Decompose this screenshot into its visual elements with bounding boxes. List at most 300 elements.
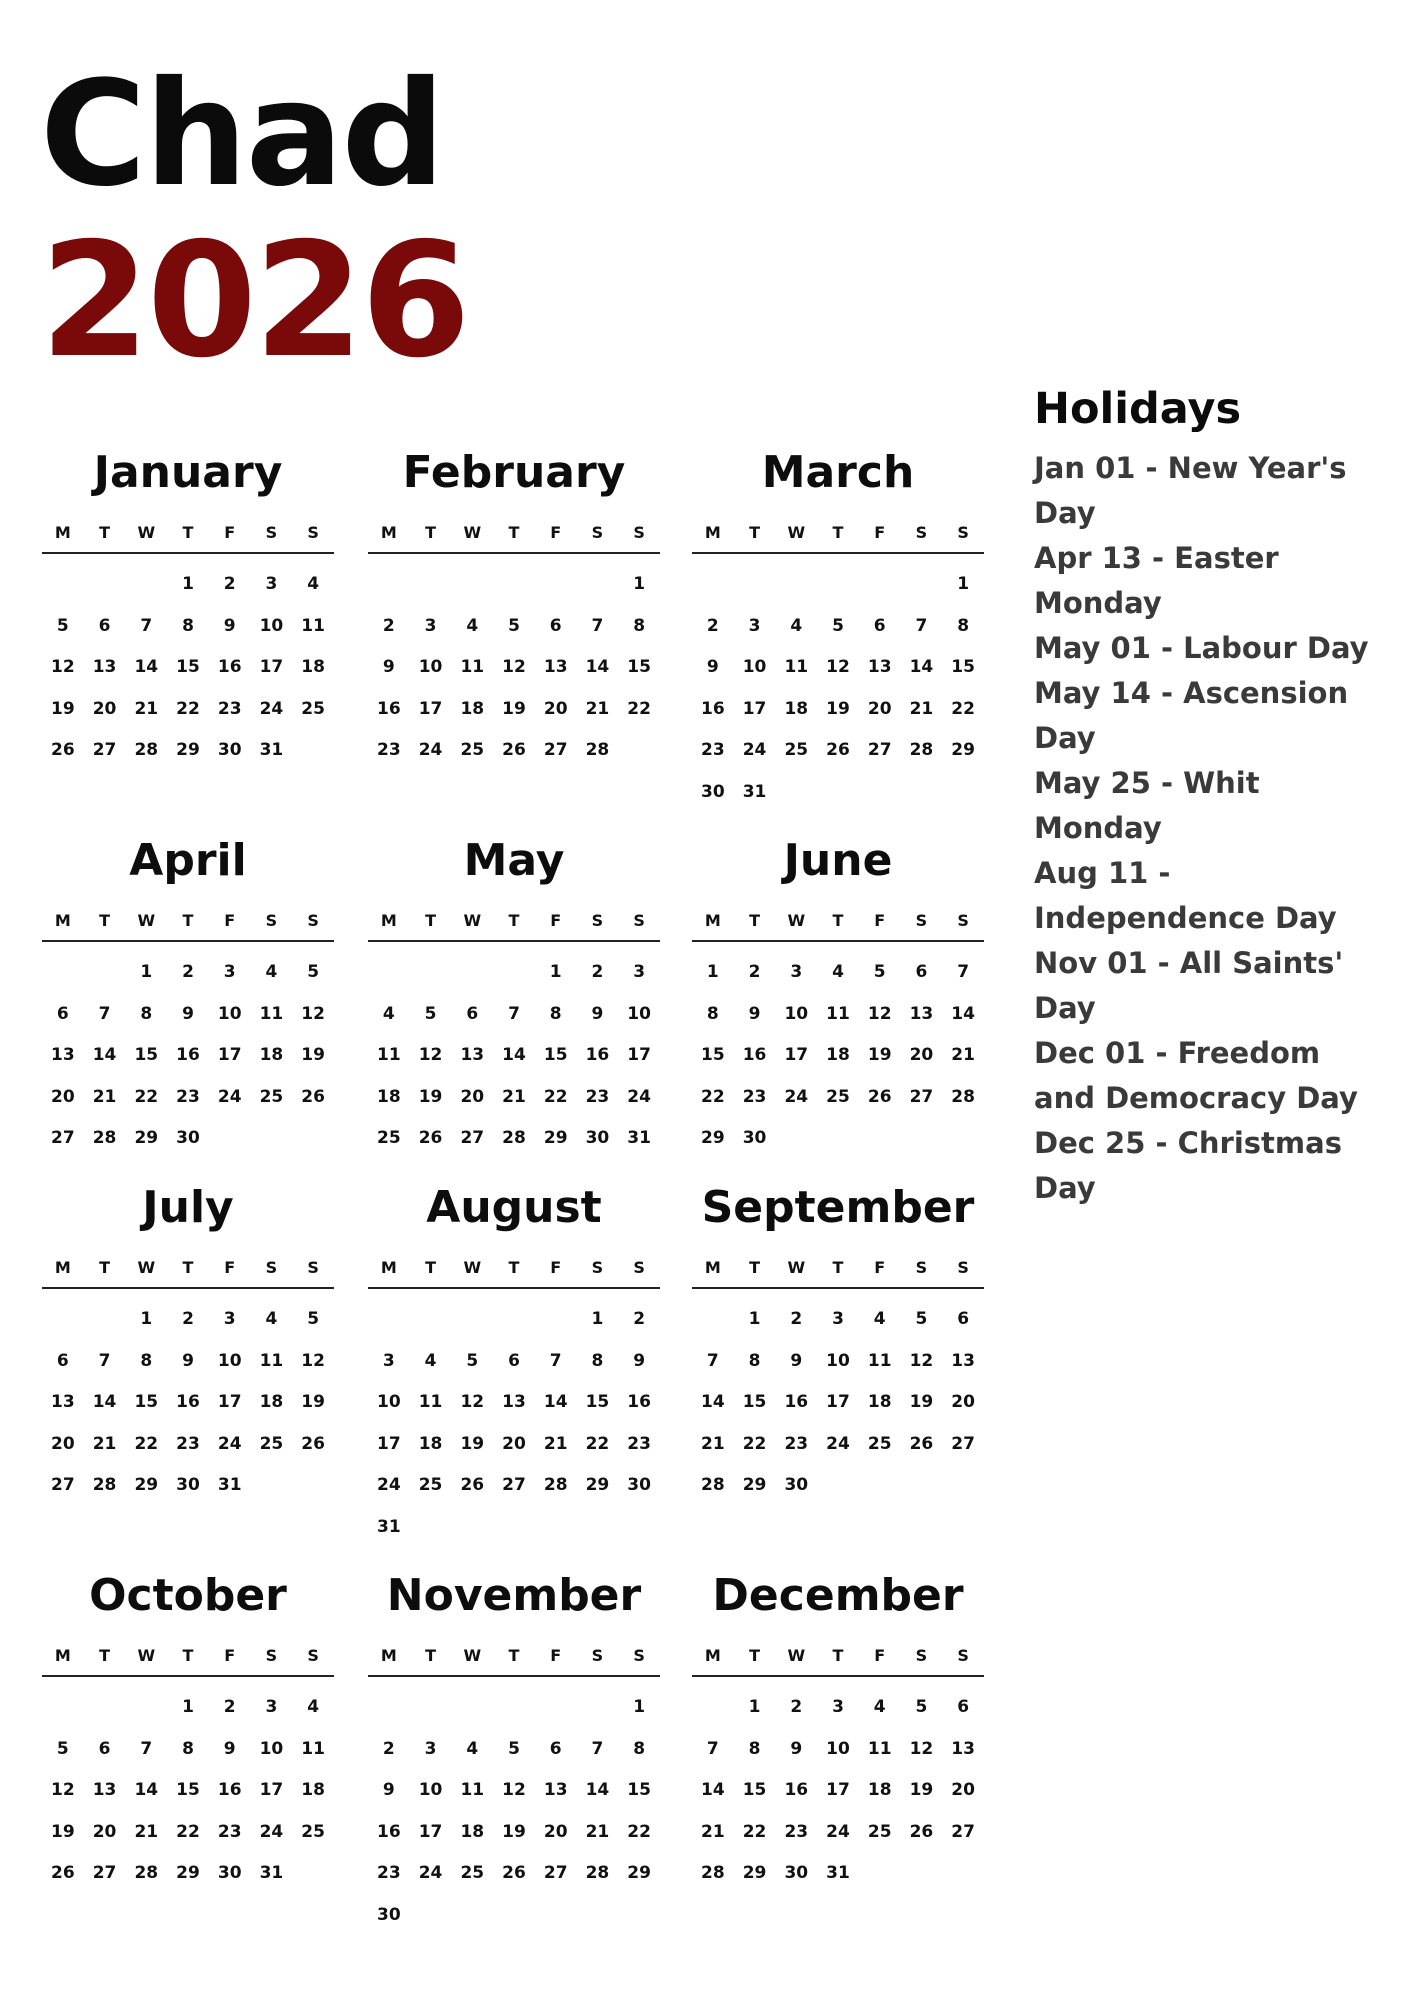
day-grid [42, 1299, 334, 1507]
day-cell: 26 [502, 1863, 526, 1883]
day-cell: 11 [784, 657, 809, 677]
empty-day-cell [42, 1687, 84, 1729]
day-cell: 4 [307, 574, 320, 594]
day-cell: 8 [633, 1738, 646, 1759]
day-cell: 17 [418, 698, 443, 719]
day-cell: 4 [873, 1309, 886, 1329]
day-cell: 20 [51, 1433, 75, 1454]
month-january [42, 448, 334, 772]
day-cell: 1 [549, 962, 562, 982]
empty-day-cell [410, 952, 452, 994]
empty-day-cell [451, 564, 493, 606]
day-cell: 25 [259, 1086, 284, 1107]
weekday-label: W [787, 523, 806, 542]
empty-day-cell [410, 564, 452, 606]
day-cell: 9 [748, 1003, 761, 1024]
weekday-label: W [463, 911, 482, 930]
weekday-header [42, 1645, 334, 1677]
day-grid [368, 952, 660, 1160]
day-cell: 3 [748, 615, 761, 636]
day-cell: 21 [92, 1433, 117, 1454]
month-name: September [701, 1182, 975, 1233]
day-cell: 15 [701, 1045, 725, 1065]
day-cell: 13 [951, 1350, 975, 1371]
weekday-label: W [463, 1646, 482, 1665]
month-name: February [402, 447, 626, 498]
day-cell: 8 [140, 1003, 153, 1024]
day-cell: 6 [873, 615, 886, 636]
country-title: Chad [40, 50, 444, 219]
day-cell: 11 [460, 1780, 485, 1800]
day-cell: 6 [56, 1003, 69, 1024]
day-cell: 2 [223, 1697, 236, 1717]
weekday-label: F [550, 911, 562, 930]
day-cell: 14 [92, 1392, 117, 1412]
holiday-item: Aug 11 - Independence Day [1034, 856, 1337, 935]
weekday-label: M [54, 523, 71, 542]
day-cell: 8 [748, 1738, 761, 1759]
day-cell: 25 [826, 1086, 850, 1107]
day-cell: 31 [259, 740, 284, 760]
empty-day-cell [410, 1687, 452, 1729]
day-cell: 6 [98, 1738, 111, 1759]
day-cell: 30 [701, 781, 725, 802]
empty-day-cell [493, 952, 535, 994]
weekday-label: S [957, 1646, 969, 1665]
weekday-label: T [508, 1258, 520, 1277]
day-cell: 7 [140, 615, 153, 636]
weekday-label: S [265, 911, 278, 930]
weekday-label: T [832, 911, 844, 930]
weekday-label: M [704, 1258, 721, 1277]
holiday-item: Jan 01 - New Year's Day [1034, 451, 1347, 530]
day-cell: 24 [418, 740, 443, 760]
empty-day-cell [84, 1299, 126, 1341]
weekday-label: M [380, 523, 397, 542]
day-cell: 6 [957, 1309, 970, 1329]
day-cell: 2 [223, 574, 236, 594]
day-cell: 27 [92, 1863, 117, 1883]
day-cell: 30 [217, 1863, 242, 1883]
day-cell: 17 [259, 1780, 284, 1800]
empty-day-cell [42, 564, 84, 606]
weekday-label: S [915, 1646, 928, 1665]
day-cell: 19 [502, 1821, 526, 1842]
weekday-label: S [633, 523, 645, 542]
month-name: December [712, 1570, 964, 1621]
day-cell: 15 [134, 1045, 159, 1065]
day-cell: 5 [915, 1309, 928, 1329]
empty-day-cell [125, 564, 167, 606]
day-cell: 23 [784, 1821, 809, 1842]
weekday-label: F [874, 1258, 886, 1277]
day-cell: 26 [460, 1475, 485, 1495]
day-cell: 28 [585, 1863, 610, 1883]
day-cell: 2 [748, 962, 761, 982]
day-cell: 19 [460, 1433, 485, 1454]
weekday-label: T [508, 911, 520, 930]
day-cell: 17 [627, 1045, 651, 1065]
day-cell: 16 [627, 1392, 651, 1412]
day-cell: 8 [633, 615, 646, 636]
weekday-label: S [591, 523, 604, 542]
day-cell: 10 [259, 615, 284, 636]
day-cell: 5 [424, 1003, 437, 1024]
day-cell: 22 [176, 1821, 200, 1842]
month-march [692, 448, 984, 813]
empty-day-cell [84, 1687, 126, 1729]
weekday-label: S [957, 911, 969, 930]
day-cell: 6 [549, 615, 562, 636]
day-cell: 31 [377, 1516, 401, 1537]
day-cell: 9 [790, 1350, 803, 1371]
day-cell: 7 [98, 1350, 111, 1371]
day-cell: 14 [585, 1780, 610, 1800]
month-november [368, 1571, 660, 1936]
day-cell: 11 [259, 1350, 284, 1371]
day-cell: 3 [832, 1697, 844, 1717]
day-cell: 27 [502, 1475, 526, 1495]
empty-day-cell [577, 564, 619, 606]
day-grid [692, 564, 984, 813]
day-cell: 3 [223, 962, 236, 982]
day-cell: 10 [784, 1003, 809, 1024]
day-cell: 28 [543, 1475, 568, 1495]
weekday-label: F [874, 911, 886, 930]
empty-day-cell [577, 1687, 619, 1729]
day-cell: 26 [418, 1128, 443, 1148]
day-cell: 3 [424, 1738, 437, 1759]
day-cell: 7 [915, 615, 928, 636]
day-cell: 20 [543, 698, 568, 719]
weekday-label: T [749, 1258, 761, 1277]
day-cell: 10 [259, 1738, 284, 1759]
day-cell: 26 [502, 740, 526, 760]
day-cell: 9 [382, 1780, 395, 1800]
day-cell: 21 [951, 1045, 975, 1065]
day-cell: 16 [217, 1780, 242, 1800]
day-cell: 30 [217, 740, 242, 760]
day-cell: 5 [915, 1697, 928, 1717]
day-cell: 2 [633, 1309, 646, 1329]
empty-day-cell [410, 1299, 452, 1341]
month-name: April [129, 835, 247, 886]
day-cell: 9 [706, 657, 719, 677]
empty-day-cell [42, 1299, 84, 1341]
holiday-item: Dec 01 - Freedom and Democracy Day [1034, 1036, 1358, 1115]
day-cell: 9 [223, 1738, 236, 1759]
day-cell: 10 [742, 657, 767, 677]
day-cell: 13 [543, 1780, 568, 1800]
day-grid [692, 1687, 984, 1895]
weekday-label: M [704, 523, 721, 542]
day-cell: 18 [259, 1392, 284, 1412]
weekday-label: M [54, 1258, 71, 1277]
empty-day-cell [84, 952, 126, 994]
weekday-label: S [957, 523, 969, 542]
day-cell: 23 [217, 698, 242, 719]
day-cell: 7 [98, 1003, 111, 1024]
day-cell: 5 [873, 962, 886, 982]
day-cell: 8 [140, 1350, 153, 1371]
empty-day-cell [692, 564, 734, 606]
day-cell: 18 [826, 1045, 850, 1065]
month-february [368, 448, 660, 772]
day-cell: 18 [460, 1821, 485, 1842]
day-cell: 10 [217, 1003, 242, 1024]
day-cell: 17 [418, 1821, 443, 1842]
day-cell: 13 [867, 657, 892, 677]
day-cell: 29 [585, 1475, 610, 1495]
day-cell: 20 [51, 1086, 75, 1107]
day-cell: 2 [706, 615, 719, 636]
day-cell: 26 [826, 740, 850, 760]
day-cell: 21 [701, 1821, 725, 1842]
day-cell: 15 [742, 1392, 767, 1412]
empty-day-cell [535, 564, 577, 606]
day-cell: 26 [867, 1086, 892, 1107]
day-cell: 14 [543, 1392, 568, 1412]
day-cell: 25 [301, 698, 325, 719]
holidays-panel [1034, 380, 1384, 1211]
day-cell: 31 [627, 1128, 651, 1148]
holiday-item: May 25 - Whit Monday [1034, 766, 1260, 845]
weekday-label: M [380, 911, 397, 930]
day-cell: 9 [790, 1738, 803, 1759]
day-cell: 17 [217, 1045, 242, 1065]
day-cell: 8 [182, 615, 194, 636]
day-cell: 4 [873, 1697, 886, 1717]
day-cell: 16 [217, 657, 242, 677]
empty-day-cell [817, 564, 859, 606]
holiday-item: Nov 01 - All Saints' Day [1034, 946, 1344, 1025]
day-cell: 4 [466, 1738, 479, 1759]
day-cell: 14 [701, 1780, 725, 1800]
day-cell: 14 [502, 1045, 526, 1065]
empty-day-cell [451, 1687, 493, 1729]
day-cell: 29 [134, 1475, 159, 1495]
day-cell: 13 [51, 1045, 75, 1065]
day-cell: 22 [701, 1086, 725, 1107]
day-cell: 12 [502, 657, 526, 677]
weekday-label: W [787, 1646, 806, 1665]
day-cell: 29 [543, 1128, 568, 1148]
day-cell: 10 [377, 1392, 401, 1412]
weekday-header [368, 1645, 660, 1677]
day-cell: 17 [742, 698, 767, 719]
day-cell: 23 [377, 1863, 401, 1883]
day-cell: 29 [742, 1475, 767, 1495]
day-cell: 28 [92, 1475, 117, 1495]
day-grid [42, 952, 334, 1160]
day-cell: 22 [134, 1086, 159, 1107]
day-cell: 15 [951, 657, 975, 677]
day-cell: 12 [301, 1350, 325, 1371]
day-cell: 9 [182, 1003, 194, 1024]
weekday-label: T [832, 1258, 844, 1277]
day-cell: 4 [832, 962, 844, 982]
day-cell: 6 [466, 1003, 479, 1024]
weekday-header [692, 910, 984, 942]
day-cell: 1 [748, 1309, 761, 1329]
day-cell: 22 [134, 1433, 159, 1454]
day-cell: 5 [832, 615, 844, 636]
day-cell: 9 [633, 1350, 646, 1371]
month-name: October [89, 1570, 287, 1621]
day-cell: 16 [585, 1045, 610, 1065]
empty-day-cell [901, 564, 943, 606]
day-cell: 11 [460, 657, 485, 677]
empty-day-cell [368, 952, 410, 994]
day-cell: 31 [742, 781, 767, 802]
day-cell: 1 [182, 574, 194, 594]
weekday-header [692, 522, 984, 554]
day-cell: 24 [742, 740, 767, 760]
day-cell: 7 [591, 1738, 604, 1759]
day-cell: 22 [543, 1086, 568, 1107]
weekday-label: S [915, 911, 928, 930]
month-may [368, 836, 660, 1160]
weekday-label: F [874, 1646, 886, 1665]
day-grid [42, 1687, 334, 1895]
holiday-item: May 01 - Labour Day [1034, 631, 1369, 665]
day-cell: 19 [301, 1045, 325, 1065]
empty-day-cell [692, 1687, 734, 1729]
day-cell: 3 [633, 962, 646, 982]
day-cell: 11 [826, 1003, 850, 1024]
empty-day-cell [493, 1299, 535, 1341]
weekday-label: T [182, 1258, 194, 1277]
day-cell: 18 [377, 1086, 401, 1107]
day-cell: 5 [508, 615, 520, 636]
day-cell: 10 [627, 1003, 651, 1024]
day-cell: 23 [627, 1433, 651, 1454]
weekday-label: W [787, 911, 806, 930]
weekday-label: W [463, 1258, 482, 1277]
day-cell: 20 [951, 1780, 975, 1800]
day-cell: 20 [460, 1086, 485, 1107]
day-cell: 13 [460, 1045, 485, 1065]
day-cell: 4 [790, 615, 803, 636]
day-cell: 1 [706, 962, 719, 982]
day-grid [692, 952, 984, 1160]
day-cell: 29 [951, 740, 975, 760]
weekday-label: T [749, 911, 761, 930]
month-name: July [142, 1182, 234, 1233]
day-cell: 31 [259, 1863, 284, 1883]
day-cell: 23 [701, 740, 725, 760]
day-cell: 21 [543, 1433, 568, 1454]
day-cell: 26 [51, 740, 75, 760]
day-cell: 16 [377, 698, 401, 719]
day-cell: 29 [134, 1128, 159, 1148]
day-cell: 16 [176, 1392, 200, 1412]
weekday-label: T [508, 1646, 520, 1665]
weekday-label: S [633, 911, 645, 930]
day-cell: 8 [549, 1003, 562, 1024]
day-cell: 16 [742, 1045, 767, 1065]
day-cell: 15 [134, 1392, 159, 1412]
weekday-label: M [380, 1646, 397, 1665]
day-cell: 3 [790, 962, 803, 982]
day-cell: 27 [460, 1128, 485, 1148]
day-cell: 4 [265, 1309, 278, 1329]
day-grid [368, 564, 660, 772]
day-cell: 3 [424, 615, 437, 636]
month-name: March [761, 447, 915, 498]
day-cell: 11 [259, 1003, 284, 1024]
day-cell: 21 [585, 698, 610, 719]
holiday-item: May 14 - Ascension Day [1034, 676, 1349, 755]
day-cell: 28 [951, 1086, 975, 1107]
month-name: January [93, 447, 283, 498]
empty-day-cell [368, 564, 410, 606]
day-cell: 7 [706, 1738, 719, 1759]
day-cell: 17 [826, 1392, 850, 1412]
day-cell: 20 [92, 1821, 117, 1842]
day-cell: 30 [176, 1475, 200, 1495]
day-cell: 19 [867, 1045, 892, 1065]
weekday-label: S [633, 1258, 645, 1277]
weekday-label: W [137, 911, 156, 930]
empty-day-cell [692, 1299, 734, 1341]
weekday-label: W [787, 1258, 806, 1277]
day-cell: 8 [182, 1738, 194, 1759]
day-cell: 28 [502, 1128, 526, 1148]
day-cell: 12 [867, 1003, 892, 1024]
day-cell: 23 [742, 1086, 767, 1107]
day-cell: 13 [51, 1392, 75, 1412]
day-cell: 31 [217, 1475, 242, 1495]
day-cell: 26 [51, 1863, 75, 1883]
weekday-label: T [749, 1646, 761, 1665]
day-cell: 24 [627, 1086, 651, 1107]
day-cell: 18 [259, 1045, 284, 1065]
day-cell: 12 [909, 1738, 934, 1759]
day-cell: 11 [867, 1738, 892, 1759]
day-cell: 10 [826, 1738, 850, 1759]
empty-day-cell [535, 1299, 577, 1341]
day-cell: 14 [701, 1392, 725, 1412]
month-name: May [463, 835, 565, 886]
day-cell: 30 [176, 1128, 200, 1148]
weekday-label: S [633, 1646, 645, 1665]
weekday-label: S [307, 1646, 319, 1665]
weekday-label: S [591, 1646, 604, 1665]
day-cell: 29 [176, 740, 200, 760]
day-cell: 12 [51, 657, 75, 677]
weekday-header [692, 1645, 984, 1677]
day-cell: 14 [585, 657, 610, 677]
day-cell: 1 [591, 1309, 604, 1329]
day-cell: 27 [543, 1863, 568, 1883]
weekday-label: F [550, 523, 562, 542]
weekday-header [42, 1257, 334, 1289]
day-cell: 25 [301, 1821, 325, 1842]
day-cell: 30 [784, 1475, 809, 1495]
empty-day-cell [451, 952, 493, 994]
month-april [42, 836, 334, 1160]
weekday-label: W [137, 1258, 156, 1277]
day-cell: 23 [784, 1433, 809, 1454]
day-cell: 10 [418, 1780, 443, 1800]
day-cell: 7 [549, 1350, 562, 1371]
day-cell: 22 [627, 1821, 651, 1842]
day-cell: 2 [182, 1309, 194, 1329]
month-june [692, 836, 984, 1160]
day-cell: 6 [915, 962, 928, 982]
weekday-label: T [832, 523, 844, 542]
